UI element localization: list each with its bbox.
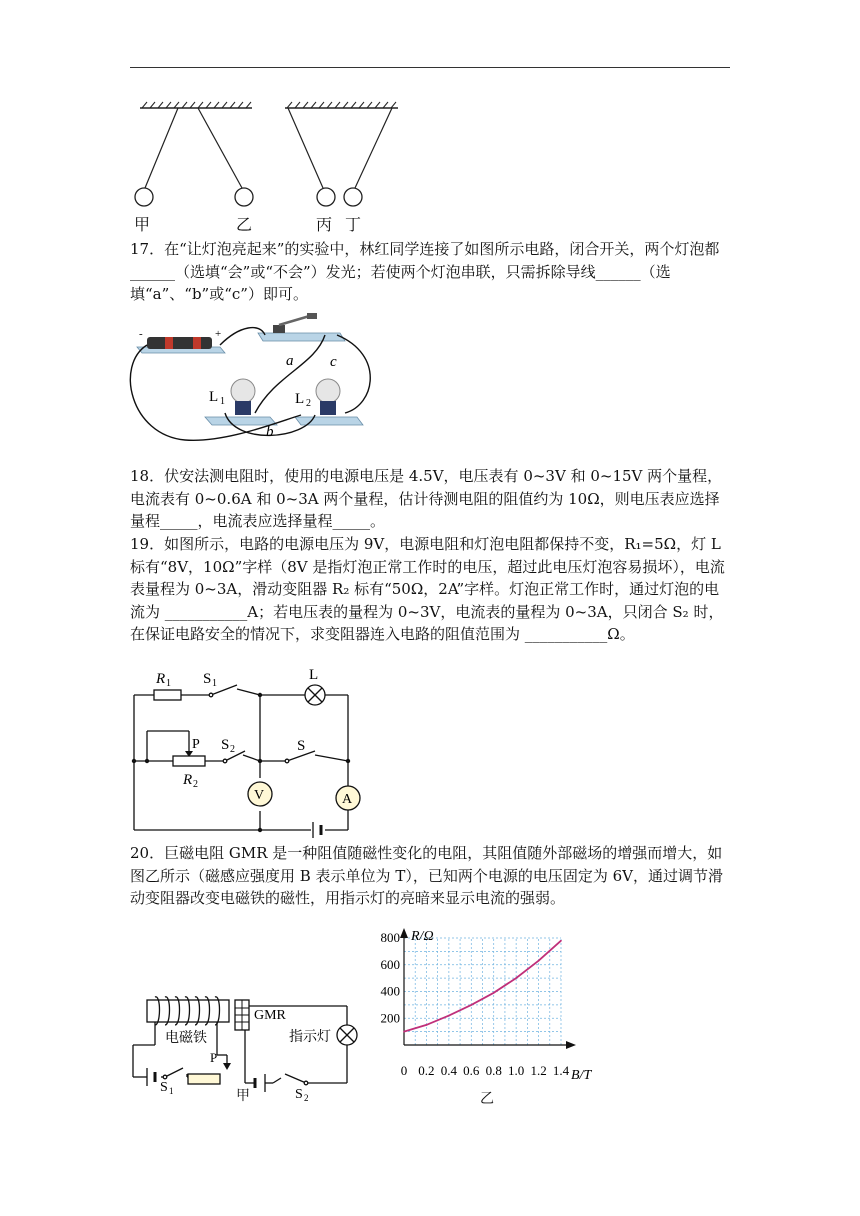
voltmeter (248, 782, 272, 806)
bulb-l2 (316, 379, 340, 415)
chart-point (448, 1015, 450, 1017)
label-l2-sub: 2 (306, 398, 311, 409)
ball-jia (135, 188, 153, 206)
chart-point (426, 1024, 428, 1026)
chart-xtick-label: 0.2 (418, 1063, 435, 1078)
chart-ytick-label: 400 (380, 983, 400, 999)
label-bing: 丙 (316, 215, 333, 234)
label-yi: 乙 (236, 215, 253, 234)
label-a: a (286, 353, 294, 369)
chart-point (470, 1004, 472, 1006)
chart-xtick-label: 0.6 (463, 1063, 480, 1078)
chart-point (560, 940, 562, 942)
svg-text:2: 2 (193, 779, 198, 790)
figure-caption-yi: 乙 (480, 1091, 494, 1107)
svg-text:P: P (210, 1050, 218, 1065)
svg-text:A: A (342, 792, 353, 807)
label-jia: 甲 (134, 215, 151, 234)
svg-text:R: R (156, 671, 166, 687)
svg-text:P: P (192, 737, 200, 752)
svg-text:1: 1 (212, 678, 217, 689)
label-ding: 丁 (345, 215, 362, 234)
question-18: 18．伏安法测电阻时，使用的电源电压是 4.5V，电压表有 0~3V 和 0~15V 两个量程，电流表有 0~0.6A 和 0~3A 两个量程，估计待测电阻的阻值约为 10Ω，则电压表应选择量程_____，电流表应选择量程_____。 (130, 467, 723, 530)
question-19: 19．如图所示，电路的电源电压为 9V，电源电阻和灯泡电阻都保持不变，R₁=5Ω，灯 L 标有“8V，10Ω”字样（8V 是指灯泡正常工作时的电压，超过此电压灯泡容易损坏），电流表量程为 0~3A，滑动变阻器 R₂ 标有“50Ω，2A”字样。灯泡正常工作时，通过灯泡的电流为 ___________A；若电压表的量程为 0~3V，电流表的量程为 0~3A，只闭合 S₂ 时，在保证电路安全的情况下，求变阻器连入电路的阻值范围为 ___________Ω。 (130, 535, 725, 643)
svg-text:S: S (203, 671, 212, 687)
pendulum-figure (130, 100, 420, 210)
chart-xtick-label: 0.4 (440, 1063, 457, 1078)
svg-text:指示灯: 指示灯 (289, 1030, 331, 1045)
svg-text:S: S (295, 1087, 303, 1102)
svg-text:1: 1 (166, 678, 171, 689)
chart-ytick-label: 800 (380, 930, 400, 945)
svg-text:S: S (221, 737, 230, 753)
battery-minus: - (139, 328, 143, 340)
label-b: b (266, 424, 274, 440)
svg-text:R: R (183, 772, 193, 788)
ball-yi (235, 188, 253, 206)
svg-text:1: 1 (169, 1086, 174, 1096)
switch-s2 (285, 1074, 308, 1085)
question-17: 17．在“让灯泡亮起来”的实验中，林红同学连接了如图所示电路，闭合开关，两个灯泡都______（选填“会”或“不会”）发光；若使两个灯泡串联，只需拆除导线______（选填“a”、“b”或“c”）即可。 (130, 240, 720, 303)
figure-caption-jia: 甲 (236, 1088, 250, 1104)
electromagnet-coil (155, 997, 220, 1025)
battery-symbol (313, 822, 321, 838)
lamp-l (305, 685, 325, 705)
chart-xtick-label: 0 (400, 1063, 408, 1078)
chart-xtick-label: 0.8 (485, 1063, 502, 1078)
label-l2: L (295, 391, 305, 407)
wire-c (337, 335, 370, 413)
battery (147, 337, 212, 349)
battery-plus: + (215, 328, 222, 340)
label-l1: L (209, 389, 219, 405)
battery-left (147, 1068, 155, 1086)
chart-xlabel: B/T (571, 1068, 592, 1083)
chart-point (538, 960, 540, 962)
chart-ylabel: R/Ω (411, 929, 434, 944)
question-20: 20．巨磁电阻 GMR 是一种阻值随磁性变化的电阻，其阻值随外部磁场的增强而增大，如图乙所示（磁感应强度用 B 表示单位为 T），已知两个电源的电压固定为 6V，通过调节滑动变阻器改变电磁铁的磁性，用指示灯的亮暗来显示电流的强弱。 (130, 844, 723, 907)
chart-xtick-label: 1.0 (508, 1063, 525, 1078)
indicator-lamp (337, 1025, 357, 1045)
svg-text:2: 2 (230, 744, 235, 755)
chart-point (403, 1031, 405, 1033)
svg-text:S: S (297, 738, 306, 754)
label-c: c (330, 354, 337, 370)
svg-text:S: S (160, 1080, 168, 1095)
ball-bing (317, 188, 335, 206)
bulb-l1 (231, 379, 255, 415)
switch (273, 325, 285, 333)
svg-text:V: V (254, 788, 265, 803)
ammeter (336, 786, 360, 810)
rheostat (188, 1074, 220, 1084)
wire-a (255, 335, 325, 413)
q19-circuit-diagram (125, 665, 365, 835)
chart-xtick-label: 1.4 (552, 1063, 570, 1078)
rheostat-r2 (173, 756, 205, 766)
svg-text:电磁铁: 电磁铁 (165, 1031, 207, 1046)
gmr-resistance-chart (370, 920, 605, 1090)
svg-text:2: 2 (304, 1093, 309, 1103)
switch-s1 (163, 1068, 183, 1079)
label-l1-sub: 1 (220, 396, 225, 407)
q17-circuit-figure (125, 305, 385, 445)
battery-right (255, 1074, 265, 1092)
chart-point (515, 977, 517, 979)
header-rule (130, 67, 730, 68)
svg-text:GMR: GMR (254, 1008, 286, 1023)
chart-ytick-label: 200 (380, 1010, 400, 1026)
chart-point (493, 992, 495, 994)
chart-xtick-label: 1.2 (530, 1063, 547, 1078)
svg-text:L: L (309, 667, 319, 683)
ball-ding (344, 188, 362, 206)
chart-ytick-label: 600 (380, 956, 400, 972)
resistor-r1 (154, 690, 181, 700)
